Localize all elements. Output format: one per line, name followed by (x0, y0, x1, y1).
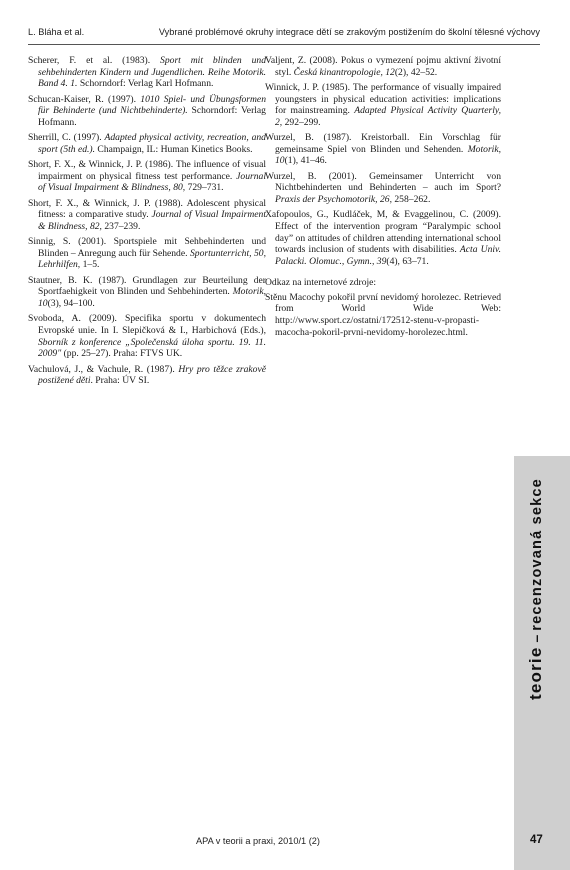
header-title: Vybrané problémové okruhy integrace dětí se zrakovým postižením do školní tělesné výchovy (158, 27, 540, 37)
reference-tail: (pp. 25–27). Praha: FTVS UK. (61, 348, 183, 360)
reference-entry (28, 236, 266, 271)
reference-tail: . Praha: ÚV SI. (90, 375, 150, 387)
reference-text: Short, F. X., & Winnick, J. P. (1988). Adolescent physical fitness: a comparative study. (28, 197, 266, 221)
section-side-label (526, 478, 546, 700)
reference-italic: Sportunterricht, 50, Lehrhilfen, (38, 247, 266, 271)
reference-entry (28, 55, 266, 90)
reference-text: Vachulová, J., & Vachule, R. (1987). (28, 363, 179, 375)
reference-text: Short, F. X., & Winnick, J. P. (1986). The influence of visual impairment on physical fitness test performance. (28, 159, 266, 182)
page-number: 47 (530, 834, 543, 846)
reference-text: Schucan-Kaiser, R. (1997). (28, 93, 141, 105)
reference-italic: Česká kinantropologie, 12 (293, 66, 395, 78)
references-right-list (265, 55, 501, 267)
reference-tail: Champaign, IL: Human Kinetics Books. (95, 143, 253, 155)
reference-tail: 729–731. (185, 182, 224, 194)
reference-text: Valjent, Z. (2008). Pokus o vymezení pojmu aktivní životní styl. (265, 55, 501, 78)
reference-entry (28, 198, 266, 233)
reference-entry (28, 275, 266, 310)
reference-italic: Praxis der Psychomotorik, 26, (275, 193, 392, 205)
reference-tail: Schorndorf: Verlag Karl Hofmann. (77, 78, 214, 90)
reference-entry (28, 313, 266, 359)
reference-entry (265, 82, 501, 128)
reference-italic: 1010 Spiel- und Übungsformen für Behinderte (und Nichtbehinderte). (38, 93, 266, 117)
reference-tail: Schorndorf: Verlag Hofmann. (38, 105, 266, 128)
references-left-column (28, 55, 266, 391)
reference-text: Svoboda, A. (2009). Specifika sportu v dokumentech Evropské unie. In I. Slepičková & I., Harbichová (Eds.), (28, 313, 266, 337)
internet-source-entry: Stěnu Macochy pokořil první nevidomý horolezec. Retrieved from World Wide Web: http://www.sport.cz/ostatni/172512-stenu-v-propasti-macocha-pokoril-prvni-nevidomy-horolezec.html. (265, 291, 501, 338)
footer-journal: APA v teorii a praxi, 2010/1 (2) (196, 836, 320, 846)
reference-italic: Motorik, 10 (38, 286, 266, 310)
reference-text: Wurzel, B. (2001). Gemeinsamer Unterricht von Nichtbehinderten und Behinderten – auch im Sport? (265, 170, 501, 194)
reference-entry (28, 364, 266, 387)
reference-text: Scherer, F. et al. (1983). (28, 55, 161, 66)
reference-tail: 237–239. (101, 220, 141, 232)
reference-text: Xafopoulos, G., Kudláček, M, & Evaggelinou, C. (2009). Effect of the intervention program “Paralympic school day” on attitudes of children attending international school towards inclusion of students with disabilities. (265, 209, 501, 256)
section-main-label: teorie (526, 646, 545, 700)
reference-italic: Adapted Physical Activity Quarterly, 2, (275, 105, 502, 128)
references-right-column (265, 55, 501, 342)
reference-italic: Sport mit blinden und sehbehinderten Kindern und Jugendlichen. Reihe Motorik. Band 4. 1. (38, 55, 266, 90)
reference-text: Sinnig, S. (2001). Sportspiele mit Sehbehinderten und Blinden – Anregung auch für Sehende. (28, 236, 266, 259)
reference-entry (265, 132, 501, 167)
reference-entry (265, 209, 501, 267)
internet-sources-heading: Odkaz na internetové zdroje: (265, 277, 377, 289)
reference-text: Winnick, J. P. (1985). The performance of visually impaired youngsters in physical education activities: implications for mainstreaming. (265, 81, 501, 117)
reference-text: Stautner, B. K. (1987). Grundlagen zur Beurteilung der Sportfaehigkeit von Blinden und Sehbehinderten. (28, 274, 266, 298)
reference-italic: Acta Univ. Palacki. Olomuc., Gymn., 39 (275, 244, 501, 267)
header-author: L. Bláha et al. (28, 27, 85, 37)
reference-italic: Adapted physical activity, recreation, and sport (5th ed.). (38, 132, 266, 155)
reference-italic: Journal of Visual Impairment & Blindness, 82, (38, 209, 267, 232)
reference-italic: Motorik, 10 (275, 143, 501, 167)
reference-entry (28, 94, 266, 129)
section-dash: – (528, 634, 544, 643)
reference-tail: 292–299. (282, 116, 321, 128)
reference-tail: 1–5. (80, 259, 100, 271)
running-header (28, 27, 540, 41)
reference-italic: Journal of Visual Impairment & Blindness, 80, (38, 170, 266, 194)
reference-text: Sherrill, C. (1997). (28, 132, 105, 144)
reference-entry (265, 171, 501, 206)
reference-entry (265, 55, 501, 78)
reference-tail: (3), 94–100. (47, 298, 95, 310)
reference-entry (28, 159, 266, 194)
reference-entry (28, 132, 266, 155)
reference-text: Wurzel, B. (1987). Kreistorball. Ein Vorschlag für gemeinsame Spiel von Blinden und Sehenden. (265, 132, 501, 155)
header-rule (28, 44, 540, 45)
section-sub-label: recenzovaná sekce (529, 478, 545, 631)
reference-italic: Hry pro těžce zrakově postižené děti (38, 363, 266, 387)
reference-tail: (2), 42–52. (394, 66, 438, 78)
reference-italic: Sborník z konference „Společenská úloha sportu. 19. 11. 2009" (38, 336, 266, 360)
reference-tail: 258–262. (391, 193, 431, 205)
reference-tail: (1), 41–46. (284, 155, 327, 167)
reference-tail: (4), 63–71. (386, 255, 429, 267)
